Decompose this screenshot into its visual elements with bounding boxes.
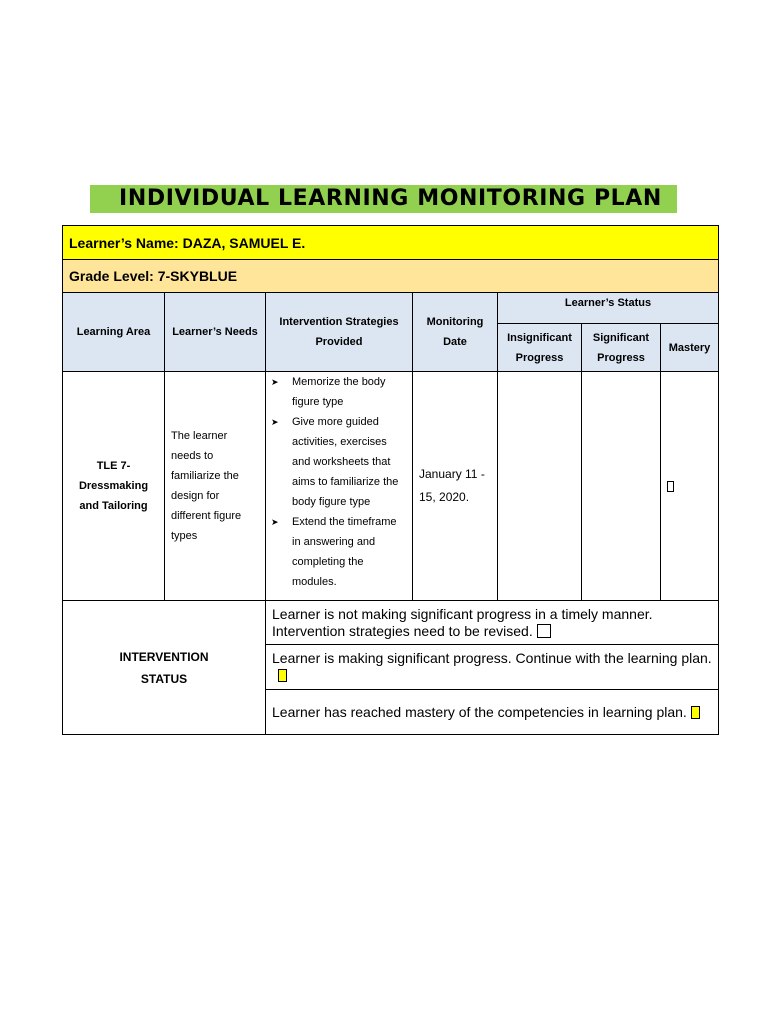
record-row — [63, 372, 719, 601]
insignificant-progress-cell — [498, 372, 582, 601]
header-monitoring-date: Monitoring Date — [413, 293, 498, 372]
mastery-cell — [661, 372, 719, 601]
strategy-item — [271, 412, 408, 512]
strategy-text: Memorize the body figure type — [292, 376, 386, 408]
header-learners-status: Learner’s Status — [498, 293, 719, 324]
checkbox-highlighted-icon[interactable] — [278, 669, 287, 682]
intervention-status-row-1 — [63, 601, 719, 645]
header-learning-area: Learning Area — [63, 293, 165, 372]
learning-area-cell: TLE 7-Dressmaking and Tailoring — [63, 372, 165, 601]
checkbox-empty-icon[interactable] — [537, 624, 551, 638]
grade-level: Grade Level: 7-SKYBLUE — [63, 260, 719, 293]
status-option-continue — [266, 645, 719, 690]
learner-name: Learner’s Name: DAZA, SAMUEL E. — [63, 226, 719, 260]
page-title: INDIVIDUAL LEARNING MONITORING PLAN — [119, 186, 662, 211]
header-intervention-strategies: Intervention Strategies Provided — [266, 293, 413, 372]
status-option-text: Learner is making significant progress. Continue with the learning plan. — [272, 650, 712, 666]
header-significant-progress: Significant Progress — [582, 324, 661, 372]
arrow-bullet-icon: ➤ — [271, 377, 279, 387]
header-insignificant-progress: Insignificant Progress — [498, 324, 582, 372]
strategies-cell — [266, 372, 413, 601]
learners-needs-cell: The learner needs to familiarize the design for different figure types — [165, 372, 266, 601]
intervention-status-label: INTERVENTION STATUS — [63, 601, 266, 735]
status-option-revise — [266, 601, 719, 645]
strategy-item — [271, 512, 408, 592]
header-row — [63, 293, 719, 324]
status-option-text: Learner is not making significant progress in a timely manner. Intervention strategies need to be revised. — [272, 605, 653, 639]
status-option-text: Learner has reached mastery of the competencies in learning plan. — [272, 703, 687, 720]
mastery-check-icon — [667, 481, 674, 492]
monitoring-date-cell: January 11 - 15, 2020. — [413, 372, 498, 601]
title-banner — [90, 185, 677, 213]
strategy-item — [271, 372, 408, 412]
strategy-text: Extend the timeframe in answering and completing the modules. — [292, 516, 397, 588]
arrow-bullet-icon: ➤ — [271, 417, 279, 427]
monitoring-plan-table — [62, 225, 719, 735]
header-mastery: Mastery — [661, 324, 719, 372]
header-learners-needs: Learner’s Needs — [165, 293, 266, 372]
strategies-list — [266, 372, 412, 592]
significant-progress-cell — [582, 372, 661, 601]
checkbox-highlighted-icon[interactable] — [691, 706, 700, 719]
strategy-text: Give more guided activities, exercises and worksheets that aims to familiarize the body figure type — [292, 416, 399, 508]
arrow-bullet-icon: ➤ — [271, 517, 279, 527]
status-option-mastery — [266, 690, 719, 735]
grade-level-row — [63, 260, 719, 293]
learner-name-row — [63, 226, 719, 260]
